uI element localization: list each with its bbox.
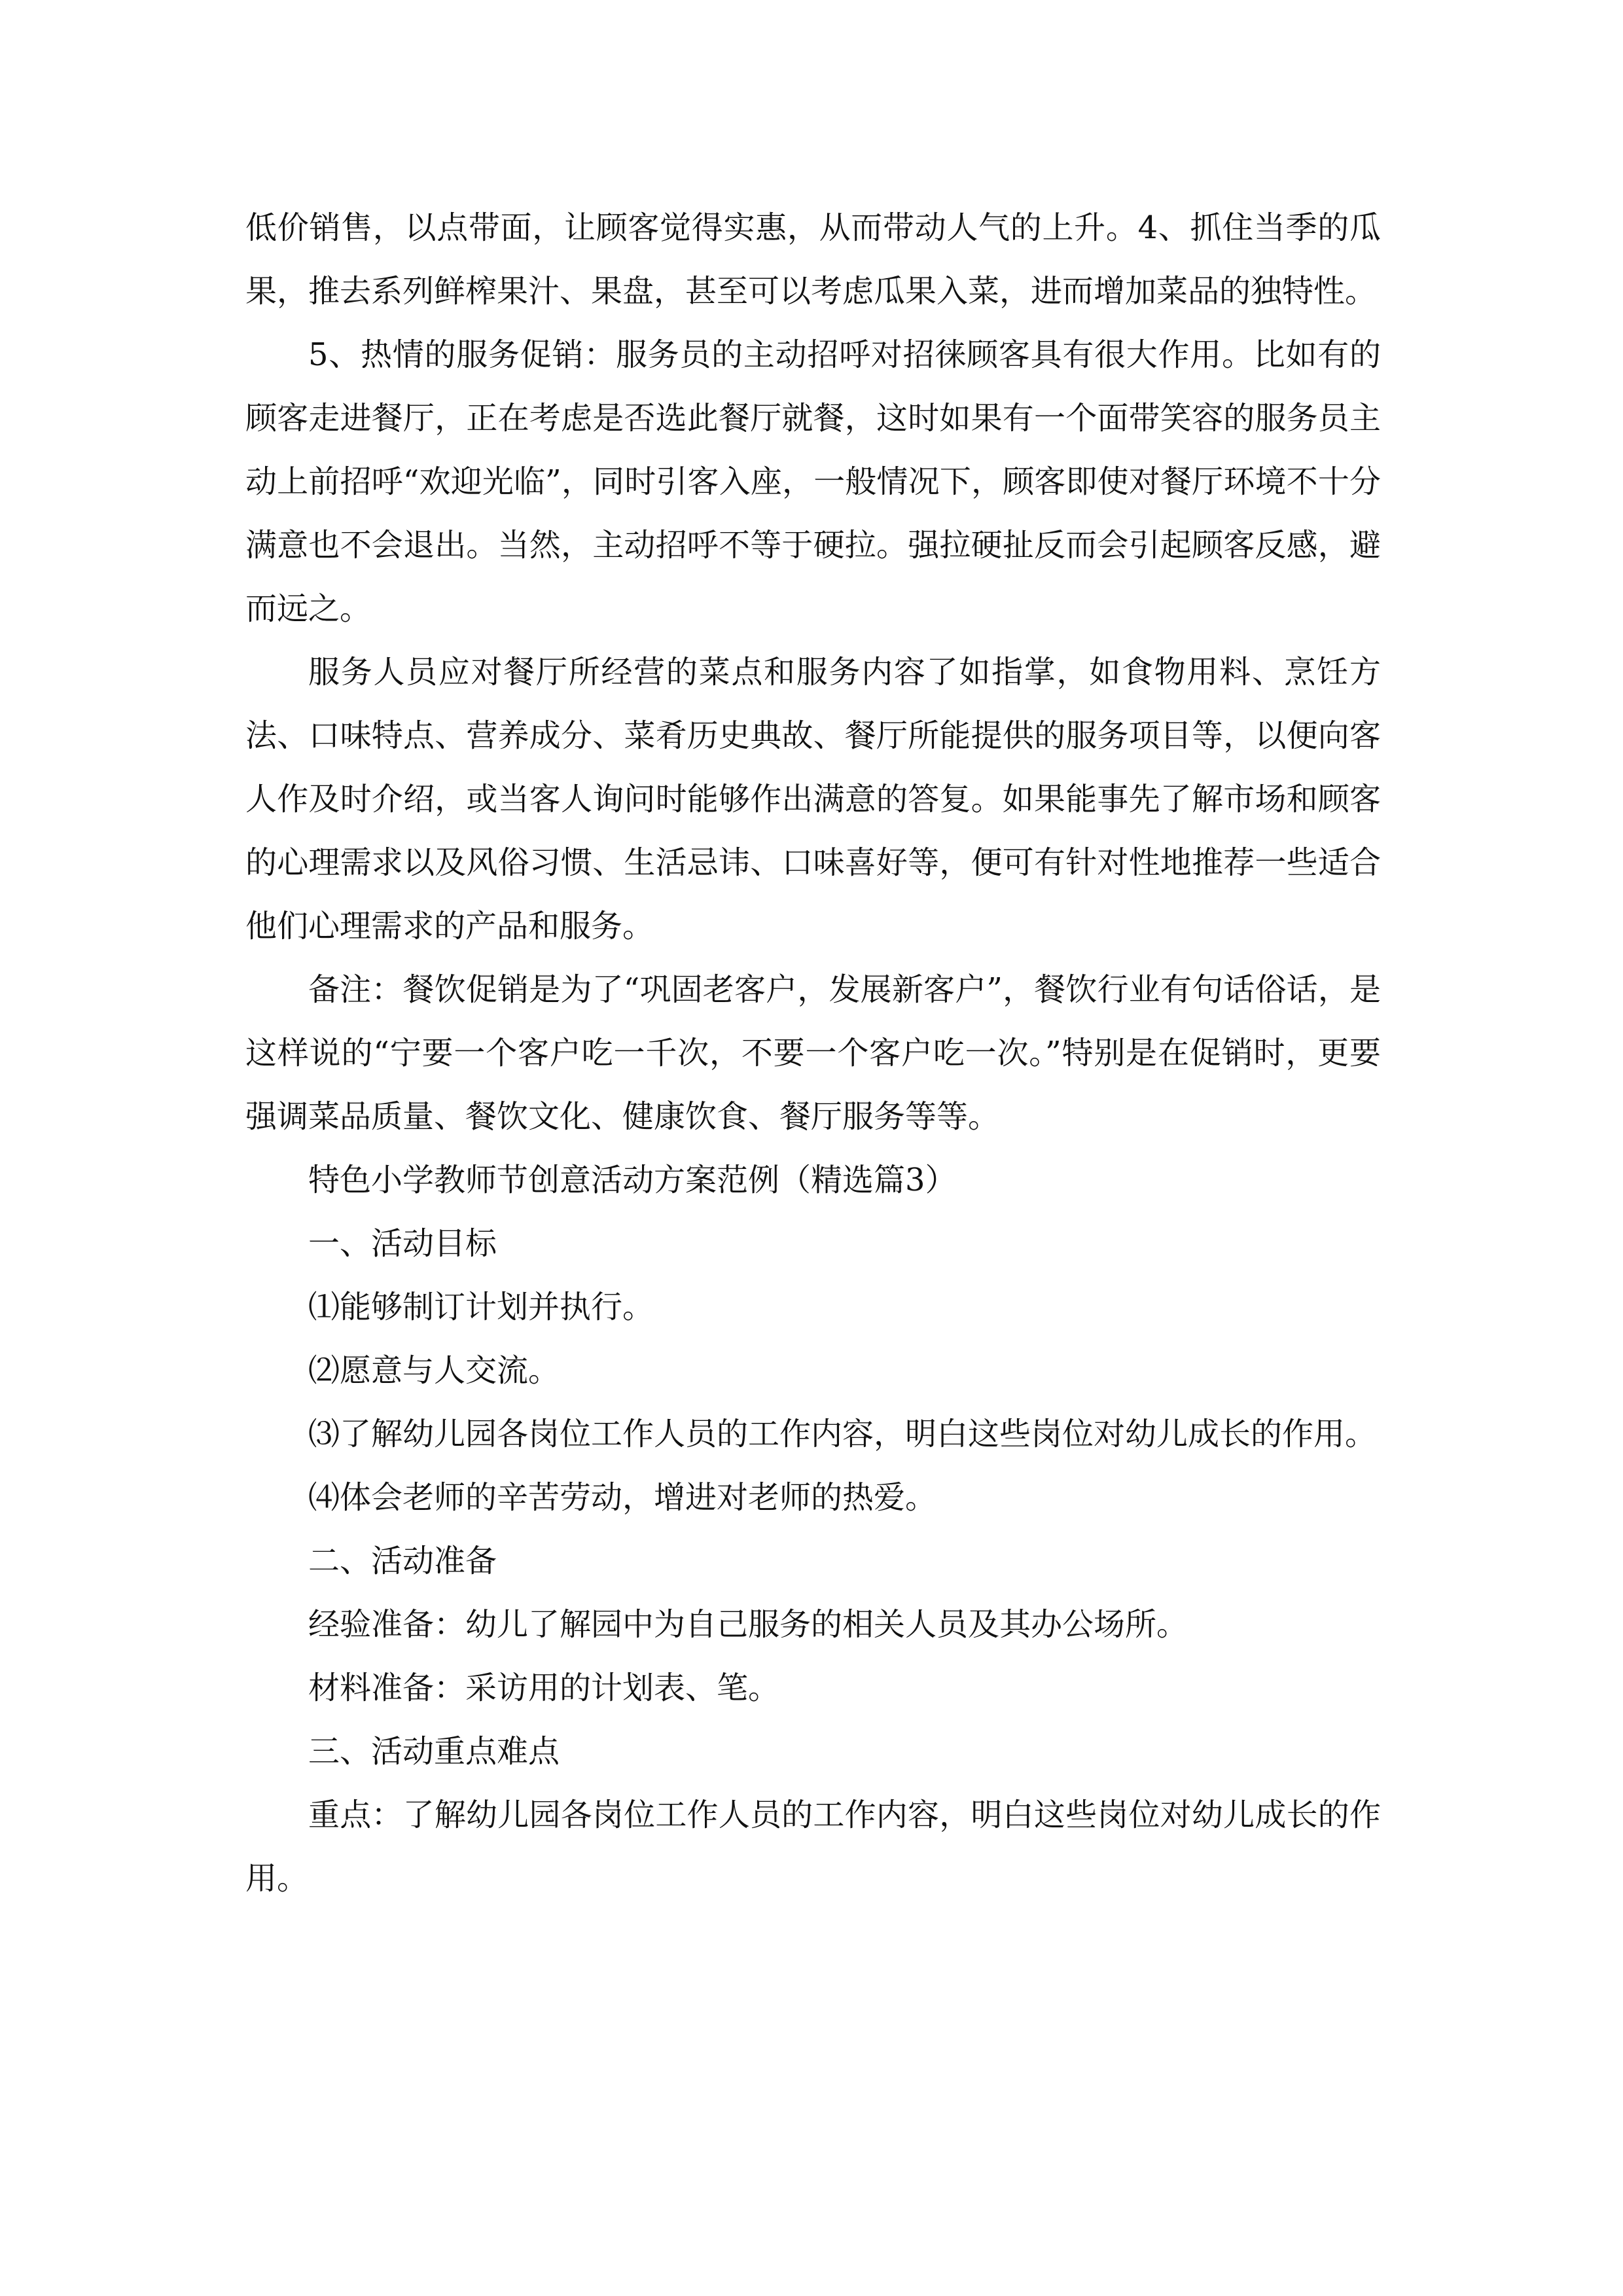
list-item-goal-3: ⑶了解幼儿园各岗位工作人员的工作内容，明白这些岗位对幼儿成长的作用。 xyxy=(308,1416,1377,1452)
heading-key-points: 三、活动重点难点 xyxy=(308,1733,560,1770)
list-item-goal-2: ⑵愿意与人交流。 xyxy=(308,1352,560,1389)
list-item-goal-1: ⑴能够制订计划并执行。 xyxy=(308,1289,654,1325)
paragraph-key-point: 重点：了解幼儿园各岗位工作人员的工作内容，明白这些岗位对幼儿成长的作用。 xyxy=(245,1797,1381,1897)
section-title: 特色小学教师节创意活动方案范例（精选篇3） xyxy=(308,1162,957,1198)
heading-activity-goals: 一、活动目标 xyxy=(308,1225,497,1262)
heading-activity-preparation: 二、活动准备 xyxy=(308,1543,497,1579)
paragraph-material-preparation: 材料准备：采访用的计划表、笔。 xyxy=(308,1670,780,1706)
paragraph-experience-preparation: 经验准备：幼儿了解园中为自己服务的相关人员及其办公场所。 xyxy=(308,1606,1188,1643)
paragraph-continued-promotion: 低价销售，以点带面，让顾客觉得实惠，从而带动人气的上升。4、抓住当季的瓜果，推去系列鲜榨果汁、果盘，甚至可以考虑瓜果入菜，进而增加菜品的独特性。 xyxy=(245,209,1381,310)
document-body xyxy=(245,196,1381,1910)
paragraph-service-promotion: 5、热情的服务促销：服务员的主动招呼对招徕顾客具有很大作用。比如有的顾客走进餐厅，正在考虑是否选此餐厅就餐，这时如果有一个面带笑容的服务员主动上前招呼“欢迎光临”，同时引客入座，一般情况下，顾客即使对餐厅环境不十分满意也不会退出。当然，主动招呼不等于硬拉。强拉硬扯反而会引起顾客反感，避而远之。 xyxy=(245,336,1381,627)
list-item-goal-4: ⑷体会老师的辛苦劳动，增进对老师的热爱。 xyxy=(308,1479,937,1516)
paragraph-staff-knowledge: 服务人员应对餐厅所经营的菜点和服务内容了如指掌，如食物用料、烹饪方法、口味特点、营养成分、菜肴历史典故、餐厅所能提供的服务项目等，以便向客人作及时介绍，或当客人询问时能够作出满意的答复。如果能事先了解市场和顾客的心理需求以及风俗习惯、生活忌讳、口味喜好等，便可有针对性地推荐一些适合他们心理需求的产品和服务。 xyxy=(245,654,1381,944)
paragraph-remarks: 备注：餐饮促销是为了“巩固老客户，发展新客户”，餐饮行业有句话俗话，是这样说的“宁要一个客户吃一千次，不要一个客户吃一次。”特别是在促销时，更要强调菜品质量、餐饮文化、健康饮食、餐厅服务等等。 xyxy=(245,971,1381,1135)
